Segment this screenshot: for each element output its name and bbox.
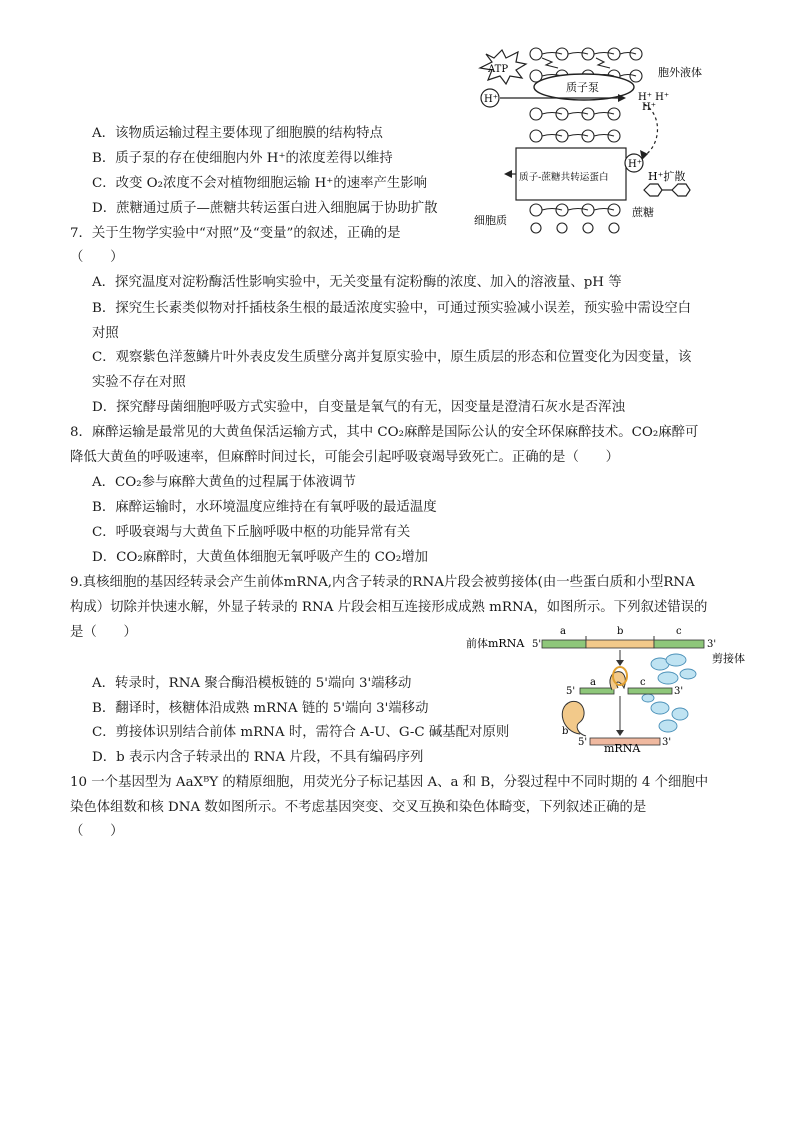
q9-stem-line2: 构成）切除并快速水解，外显子转录的 RNA 片段会相互连接形成成熟 mRNA，如图所示。下列叙述错误的 xyxy=(70,600,708,615)
q8-option-c: C．呼吸衰竭与大黄鱼下丘脑呼吸中枢的功能异常有关 xyxy=(92,525,411,540)
q7-option-d: D．探究酵母菌细胞呼吸方式实验中，自变量是氧气的有无，因变量是澄清石灰水是否浑浊 xyxy=(92,400,625,415)
spliceosome-label: 剪接体 xyxy=(712,652,745,665)
cotransporter-label: 质子-蔗糖共转运蛋白 xyxy=(519,172,609,183)
q7-option-c-line2: 实验不存在对照 xyxy=(92,375,186,390)
q6-option-d: D．蔗糖通过质子—蔗糖共转运蛋白进入细胞属于协助扩散 xyxy=(92,201,438,216)
q7-stem: 7．关于生物学实验中“对照”及“变量”的叙述，正确的是 xyxy=(70,226,401,241)
q8-option-d: D．CO₂麻醉时，大黄鱼体细胞无氧呼吸产生的 CO₂增加 xyxy=(92,550,428,565)
segment-c-label: c xyxy=(676,626,682,637)
q8-stem-line1: 8．麻醉运输是最常见的大黄鱼保活运输方式，其中 CO₂麻醉是国际公认的安全环保麻醉技术。CO₂麻醉可 xyxy=(70,425,699,440)
q9-stem-line1: 9.真核细胞的基因经转录会产生前体mRNA,内含子转录的RNA片段会被剪接体(由一些蛋白质和小型RNA xyxy=(70,575,695,590)
q7-paren: （ ） xyxy=(70,250,124,265)
segment-b-label: b xyxy=(617,626,624,637)
q10-stem-line2: 染色体组数和核 DNA 数如图所示。不考虑基因突变、交叉互换和染色体畸变，下列叙述正确的是 xyxy=(70,800,647,815)
q10-stem-line1: 10 一个基因型为 AaXᴮY 的精原细胞，用荧光分子标记基因 A、a 和 B，分裂过程中不同时期的 4 个细胞中 xyxy=(70,775,709,790)
segment-a-mid: a xyxy=(590,677,596,688)
cytoplasm-label: 细胞质 xyxy=(474,214,507,227)
q7-option-b-line2: 对照 xyxy=(92,326,119,341)
q6-option-c: C．改变 O₂浓度不会对植物细胞运输 H⁺的速率产生影响 xyxy=(92,176,428,191)
hplus-left-label: H⁺ xyxy=(484,94,498,105)
segment-a-label: a xyxy=(560,626,566,637)
q7-option-a: A．探究温度对淀粉酶活性影响实验中，无关变量有淀粉酶的浓度、加入的溶液量、pH 等 xyxy=(92,275,622,290)
q9-option-a: A．转录时，RNA 聚合酶沿模板链的 5'端向 3'端移动 xyxy=(92,676,412,691)
hplus-group-label: H⁺ H⁺ xyxy=(638,92,670,103)
hplus-single-label: H⁺ xyxy=(642,102,656,113)
mrna-label: mRNA xyxy=(604,742,641,752)
three-prime-mid: 3' xyxy=(674,686,684,697)
five-prime-mid: 5' xyxy=(566,686,576,697)
segment-c-mid: c xyxy=(640,677,646,688)
q7-option-b-line1: B．探究生长素类似物对扦插枝条生根的最适浓度实验中，可通过预实验减小误差，预实验中需设空白 xyxy=(92,301,692,316)
q10-paren: （ ） xyxy=(70,824,124,839)
membrane-transport-figure xyxy=(466,44,716,234)
lariat-b-label: b xyxy=(562,726,569,737)
pre-mrna-label: 前体mRNA xyxy=(466,637,525,650)
q8-option-b: B．麻醉运输时，水环境温度应维持在有氧呼吸的最适温度 xyxy=(92,500,437,515)
sucrose-label: 蔗糖 xyxy=(632,206,654,219)
q6-option-a: A．该物质运输过程主要体现了细胞膜的结构特点 xyxy=(92,126,383,141)
q8-option-a: A．CO₂参与麻醉大黄鱼的过程属于体液调节 xyxy=(92,475,356,490)
atp-label: ATP xyxy=(488,64,509,75)
q8-stem-line2: 降低大黄鱼的呼吸速率，但麻醉时间过长，可能会引起呼吸衰竭导致死亡。正确的是（ ） xyxy=(70,450,620,465)
q6-option-b: B．质子泵的存在使细胞内外 H⁺的浓度差得以维持 xyxy=(92,151,393,166)
extracellular-label: 胞外液体 xyxy=(658,66,702,79)
h-diffusion-label: H⁺扩散 xyxy=(648,170,686,183)
three-prime-bottom: 3' xyxy=(662,737,672,748)
q9-option-c: C．剪接体识别结合前体 mRNA 时，需符合 A-U、G-C 碱基配对原则 xyxy=(92,725,510,740)
five-prime-top: 5' xyxy=(532,639,542,650)
q9-option-d: D．b 表示内含子转录出的 RNA 片段，不具有编码序列 xyxy=(92,750,424,765)
q9-stem-line3: 是（ ） xyxy=(70,625,137,640)
five-prime-bottom: 5' xyxy=(578,737,588,748)
splicing-figure xyxy=(462,622,762,752)
q9-option-b: B．翻译时，核糖体沿成熟 mRNA 链的 5'端向 3'端移动 xyxy=(92,701,429,716)
three-prime-top: 3' xyxy=(707,639,717,650)
proton-pump-label: 质子泵 xyxy=(566,81,599,94)
hplus-right-label: H⁺ xyxy=(628,159,642,170)
q7-option-c-line1: C．观察紫色洋葱鳞片叶外表皮发生质壁分离并复原实验中，原生质层的形态和位置变化为因变量，该 xyxy=(92,350,692,365)
